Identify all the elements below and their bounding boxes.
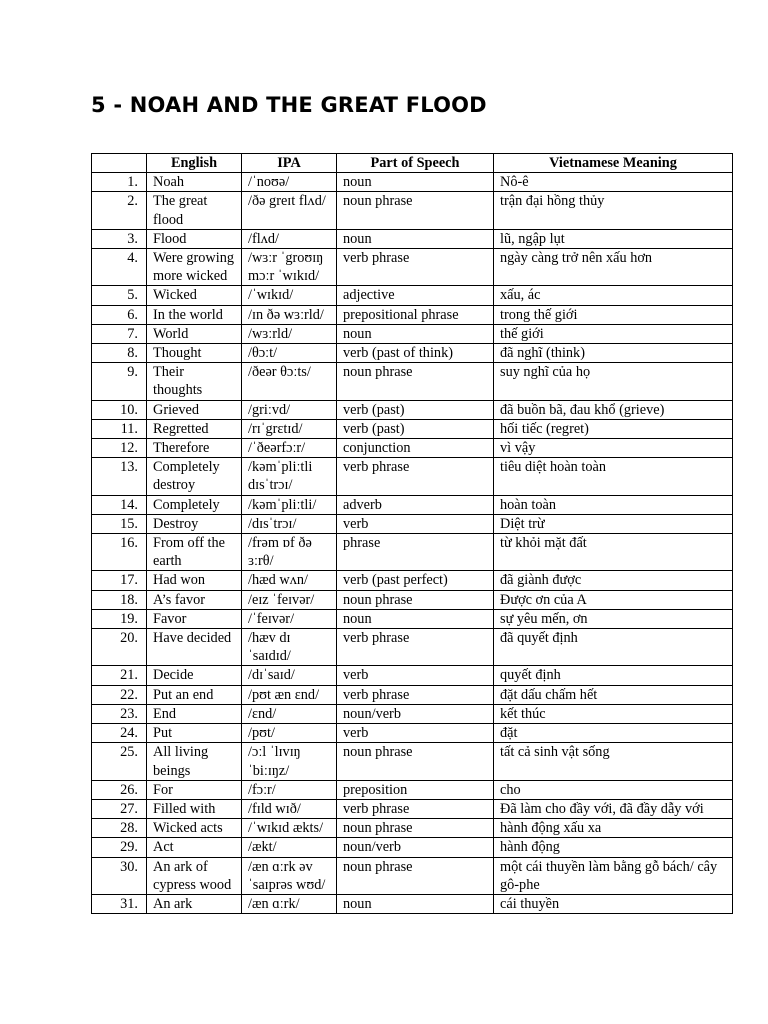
part-of-speech-cell: noun phrase [337, 743, 494, 780]
english-cell: Had won [147, 571, 242, 590]
header-part-of-speech: Part of Speech [337, 154, 494, 173]
table-row [92, 571, 733, 590]
ipa-cell: /θɔːt/ [242, 344, 337, 363]
table-row [92, 857, 733, 894]
row-number: 7. [92, 324, 147, 343]
part-of-speech-cell: noun/verb [337, 704, 494, 723]
vietnamese-meaning-cell: thế giới [494, 324, 733, 343]
table-row [92, 894, 733, 913]
vietnamese-meaning-cell: hoàn toàn [494, 495, 733, 514]
vietnamese-meaning-cell: trận đại hồng thủy [494, 192, 733, 229]
english-cell: Filled with [147, 799, 242, 818]
table-row [92, 458, 733, 495]
english-cell: From off the earth [147, 534, 242, 571]
vietnamese-meaning-cell: cái thuyền [494, 894, 733, 913]
part-of-speech-cell: verb (past of think) [337, 344, 494, 363]
vietnamese-meaning-cell: đặt [494, 724, 733, 743]
table-body [92, 173, 733, 914]
ipa-cell: /eɪz ˈfeɪvər/ [242, 590, 337, 609]
english-cell: Destroy [147, 514, 242, 533]
row-number: 15. [92, 514, 147, 533]
table-row [92, 534, 733, 571]
ipa-cell: /dɪˈsaɪd/ [242, 666, 337, 685]
vietnamese-meaning-cell: đã nghĩ (think) [494, 344, 733, 363]
table-row [92, 495, 733, 514]
english-cell: In the world [147, 305, 242, 324]
row-number: 11. [92, 419, 147, 438]
header-number [92, 154, 147, 173]
row-number: 4. [92, 249, 147, 286]
ipa-cell: /pʊt/ [242, 724, 337, 743]
row-number: 12. [92, 439, 147, 458]
row-number: 24. [92, 724, 147, 743]
row-number: 23. [92, 704, 147, 723]
table-row [92, 305, 733, 324]
ipa-cell: /ɛnd/ [242, 704, 337, 723]
table-row [92, 249, 733, 286]
part-of-speech-cell: noun [337, 229, 494, 248]
row-number: 2. [92, 192, 147, 229]
row-number: 14. [92, 495, 147, 514]
ipa-cell: /rɪˈgrɛtɪd/ [242, 419, 337, 438]
ipa-cell: /ˈðeərfɔːr/ [242, 439, 337, 458]
english-cell: For [147, 780, 242, 799]
english-cell: Wicked [147, 286, 242, 305]
row-number: 1. [92, 173, 147, 192]
part-of-speech-cell: phrase [337, 534, 494, 571]
part-of-speech-cell: adjective [337, 286, 494, 305]
part-of-speech-cell: verb (past) [337, 419, 494, 438]
vietnamese-meaning-cell: kết thúc [494, 704, 733, 723]
vietnamese-meaning-cell: suy nghĩ của họ [494, 363, 733, 400]
english-cell: Have decided [147, 629, 242, 666]
part-of-speech-cell: noun phrase [337, 363, 494, 400]
english-cell: Put an end [147, 685, 242, 704]
part-of-speech-cell: verb [337, 724, 494, 743]
part-of-speech-cell: verb [337, 666, 494, 685]
ipa-cell: /ɔːl ˈlɪvɪŋ ˈbiːɪŋz/ [242, 743, 337, 780]
vietnamese-meaning-cell: đã quyết định [494, 629, 733, 666]
part-of-speech-cell: verb (past) [337, 400, 494, 419]
table-header-row [92, 154, 733, 173]
vietnamese-meaning-cell: tất cả sinh vật sống [494, 743, 733, 780]
english-cell: Thought [147, 344, 242, 363]
table-row [92, 724, 733, 743]
row-number: 13. [92, 458, 147, 495]
english-cell: Completely destroy [147, 458, 242, 495]
table-row [92, 324, 733, 343]
english-cell: Favor [147, 609, 242, 628]
ipa-cell: /wɜːr ˈgroʊɪŋ mɔːr ˈwɪkɪd/ [242, 249, 337, 286]
part-of-speech-cell: prepositional phrase [337, 305, 494, 324]
part-of-speech-cell: verb phrase [337, 799, 494, 818]
vietnamese-meaning-cell: một cái thuyền làm bằng gỗ bách/ cây gô-phe [494, 857, 733, 894]
vietnamese-meaning-cell: hành động xấu xa [494, 819, 733, 838]
ipa-cell: /æn ɑːrk/ [242, 894, 337, 913]
vietnamese-meaning-cell: sự yêu mến, ơn [494, 609, 733, 628]
table-row [92, 439, 733, 458]
english-cell: Therefore [147, 439, 242, 458]
part-of-speech-cell: noun [337, 324, 494, 343]
row-number: 26. [92, 780, 147, 799]
row-number: 3. [92, 229, 147, 248]
part-of-speech-cell: noun/verb [337, 838, 494, 857]
row-number: 30. [92, 857, 147, 894]
ipa-cell: /fɪld wɪð/ [242, 799, 337, 818]
english-cell: The great flood [147, 192, 242, 229]
row-number: 25. [92, 743, 147, 780]
table-row [92, 780, 733, 799]
ipa-cell: /hæd wʌn/ [242, 571, 337, 590]
header-vietnamese-meaning: Vietnamese Meaning [494, 154, 733, 173]
row-number: 8. [92, 344, 147, 363]
part-of-speech-cell: noun phrase [337, 857, 494, 894]
part-of-speech-cell: adverb [337, 495, 494, 514]
row-number: 27. [92, 799, 147, 818]
english-cell: Their thoughts [147, 363, 242, 400]
header-english: English [147, 154, 242, 173]
table-row [92, 629, 733, 666]
table-row [92, 192, 733, 229]
vietnamese-meaning-cell: cho [494, 780, 733, 799]
ipa-cell: /frəm ɒf ðə ɜːrθ/ [242, 534, 337, 571]
english-cell: Flood [147, 229, 242, 248]
row-number: 28. [92, 819, 147, 838]
row-number: 29. [92, 838, 147, 857]
table-row [92, 173, 733, 192]
ipa-cell: /dɪsˈtrɔɪ/ [242, 514, 337, 533]
part-of-speech-cell: verb phrase [337, 249, 494, 286]
ipa-cell: /ˈwɪkɪd/ [242, 286, 337, 305]
part-of-speech-cell: noun phrase [337, 590, 494, 609]
part-of-speech-cell: noun [337, 894, 494, 913]
vietnamese-meaning-cell: hối tiếc (regret) [494, 419, 733, 438]
part-of-speech-cell: verb phrase [337, 685, 494, 704]
ipa-cell: /hæv dɪ ˈsaɪdɪd/ [242, 629, 337, 666]
table-row [92, 419, 733, 438]
vietnamese-meaning-cell: hành động [494, 838, 733, 857]
part-of-speech-cell: noun phrase [337, 192, 494, 229]
row-number: 9. [92, 363, 147, 400]
table-row [92, 344, 733, 363]
table-row [92, 363, 733, 400]
ipa-cell: /kəmˈpliːtli/ [242, 495, 337, 514]
page-title: 5 - NOAH AND THE GREAT FLOOD [91, 93, 487, 117]
table-row [92, 838, 733, 857]
row-number: 31. [92, 894, 147, 913]
vietnamese-meaning-cell: tiêu diệt hoàn toàn [494, 458, 733, 495]
ipa-cell: /ækt/ [242, 838, 337, 857]
table-row [92, 704, 733, 723]
english-cell: Wicked acts [147, 819, 242, 838]
ipa-cell: /ɪn ðə wɜːrld/ [242, 305, 337, 324]
table-row [92, 799, 733, 818]
ipa-cell: /flʌd/ [242, 229, 337, 248]
table-row [92, 819, 733, 838]
table-row [92, 666, 733, 685]
row-number: 10. [92, 400, 147, 419]
table-row [92, 400, 733, 419]
row-number: 17. [92, 571, 147, 590]
english-cell: All living beings [147, 743, 242, 780]
english-cell: Completely [147, 495, 242, 514]
ipa-cell: /griːvd/ [242, 400, 337, 419]
vietnamese-meaning-cell: Nô-ê [494, 173, 733, 192]
english-cell: Were growing more wicked [147, 249, 242, 286]
vietnamese-meaning-cell: ngày càng trở nên xấu hơn [494, 249, 733, 286]
table-row [92, 229, 733, 248]
part-of-speech-cell: noun phrase [337, 819, 494, 838]
part-of-speech-cell: conjunction [337, 439, 494, 458]
part-of-speech-cell: verb (past perfect) [337, 571, 494, 590]
english-cell: An ark [147, 894, 242, 913]
row-number: 21. [92, 666, 147, 685]
table-row [92, 609, 733, 628]
row-number: 22. [92, 685, 147, 704]
english-cell: Put [147, 724, 242, 743]
english-cell: Grieved [147, 400, 242, 419]
vietnamese-meaning-cell: quyết định [494, 666, 733, 685]
vietnamese-meaning-cell: vì vậy [494, 439, 733, 458]
part-of-speech-cell: verb phrase [337, 458, 494, 495]
ipa-cell: /ˈnoʊə/ [242, 173, 337, 192]
table-row [92, 685, 733, 704]
vietnamese-meaning-cell: từ khỏi mặt đất [494, 534, 733, 571]
row-number: 16. [92, 534, 147, 571]
header-ipa: IPA [242, 154, 337, 173]
row-number: 18. [92, 590, 147, 609]
english-cell: Act [147, 838, 242, 857]
part-of-speech-cell: verb phrase [337, 629, 494, 666]
english-cell: Noah [147, 173, 242, 192]
english-cell: End [147, 704, 242, 723]
vietnamese-meaning-cell: lũ, ngập lụt [494, 229, 733, 248]
vocabulary-table [91, 153, 733, 914]
english-cell: An ark of cypress wood [147, 857, 242, 894]
ipa-cell: /ˈfeɪvər/ [242, 609, 337, 628]
ipa-cell: /fɔːr/ [242, 780, 337, 799]
part-of-speech-cell: verb [337, 514, 494, 533]
ipa-cell: /kəmˈpliːtli dɪsˈtrɔɪ/ [242, 458, 337, 495]
vietnamese-meaning-cell: đã giành được [494, 571, 733, 590]
vietnamese-meaning-cell: Được ơn của A [494, 590, 733, 609]
vietnamese-meaning-cell: đã buồn bã, đau khổ (grieve) [494, 400, 733, 419]
row-number: 20. [92, 629, 147, 666]
table-row [92, 286, 733, 305]
row-number: 19. [92, 609, 147, 628]
vietnamese-meaning-cell: xấu, ác [494, 286, 733, 305]
table-row [92, 590, 733, 609]
table-row [92, 743, 733, 780]
ipa-cell: /ˈwɪkɪd ækts/ [242, 819, 337, 838]
vietnamese-meaning-cell: trong thế giới [494, 305, 733, 324]
ipa-cell: /ðə greɪt flʌd/ [242, 192, 337, 229]
part-of-speech-cell: noun [337, 173, 494, 192]
vietnamese-meaning-cell: đặt dấu chấm hết [494, 685, 733, 704]
english-cell: Regretted [147, 419, 242, 438]
ipa-cell: /wɜːrld/ [242, 324, 337, 343]
table-row [92, 514, 733, 533]
ipa-cell: /pʊt æn ɛnd/ [242, 685, 337, 704]
ipa-cell: /ðeər θɔːts/ [242, 363, 337, 400]
vietnamese-meaning-cell: Diệt trừ [494, 514, 733, 533]
part-of-speech-cell: preposition [337, 780, 494, 799]
part-of-speech-cell: noun [337, 609, 494, 628]
row-number: 5. [92, 286, 147, 305]
english-cell: A’s favor [147, 590, 242, 609]
english-cell: Decide [147, 666, 242, 685]
ipa-cell: /æn ɑːrk əv ˈsaɪprəs wʊd/ [242, 857, 337, 894]
english-cell: World [147, 324, 242, 343]
vietnamese-meaning-cell: Đã làm cho đầy với, đã đầy dẫy với [494, 799, 733, 818]
row-number: 6. [92, 305, 147, 324]
